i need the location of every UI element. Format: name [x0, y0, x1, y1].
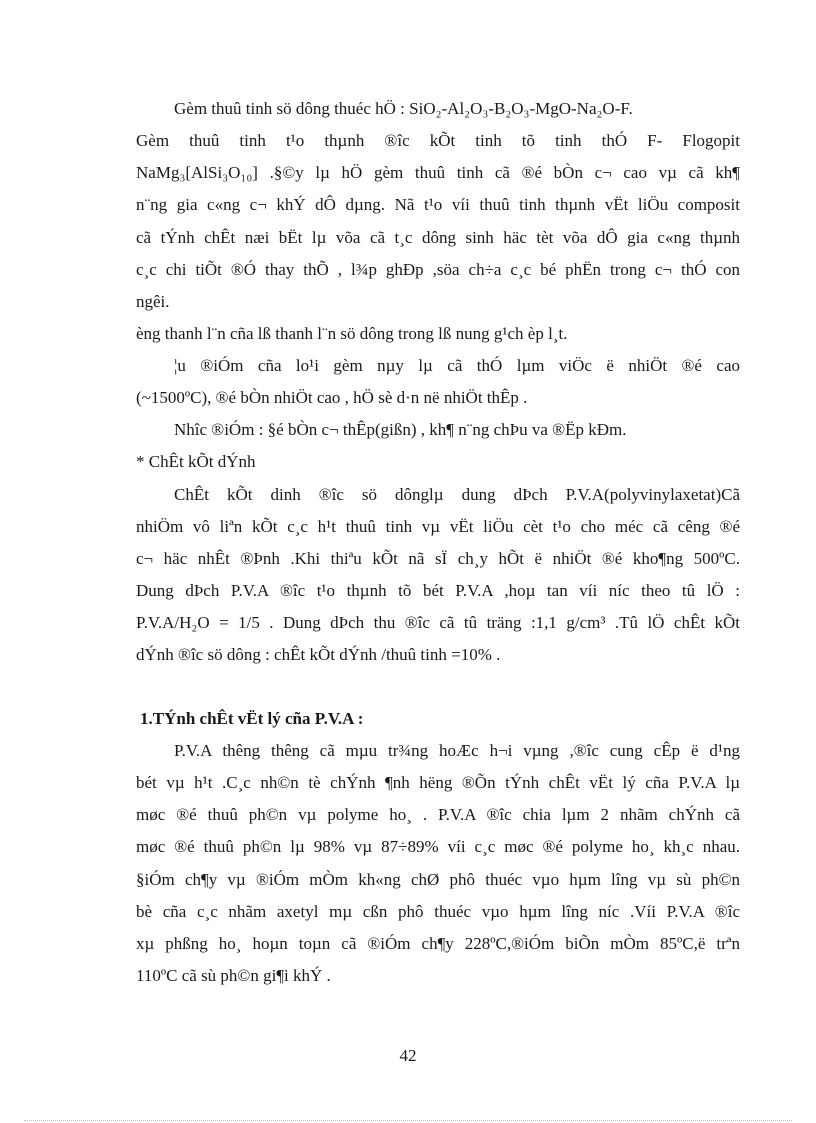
text-line: møc ®é thuû ph©n lµ 98% vµ 87÷89% víi c¸c møc ®é polyme ho¸ kh¸c nhau. — [136, 837, 740, 856]
text-line: ngêi. — [136, 292, 170, 311]
text-line: bè cña c¸c nhãm axetyl mµ cßn phô thuéc vµo hµm lîng níc .Víi P.V.A ®îc — [136, 902, 740, 921]
text-line: dÝnh ®îc sö dông : chÊt kÕt dÝnh /thuû tinh =10% . — [136, 645, 501, 664]
text-line: Dung dÞch P.V.A ®îc t¹o thµnh tõ bét P.V.A ,hoµ tan víi níc theo tû lÖ : — [136, 581, 740, 600]
text-line: P.V.A thêng thêng cã mµu tr¾ng hoÆc h¬i vµng ,®îc cung cÊp ë d¹ng — [174, 741, 740, 760]
text-line: ChÊt kÕt dinh ®îc sö dônglµ dung dÞch P.V.A(polyvinylaxetat)Cã — [174, 485, 740, 504]
text-line: Gèm thuû tinh t¹o thµnh ®îc kÕt tinh tõ tinh thÓ F- Flogopit — [136, 131, 740, 150]
text-line: c¬ häc nhÊt ®Þnh .Khi thiªu kÕt nã sÏ ch¸y hÕt ë nhiÖt ®é kho¶ng 500ºC. — [136, 549, 740, 568]
page-bottom-divider — [24, 1120, 792, 1121]
text-line: cã tÝnh chÊt næi bËt lµ võa cã t¸c dông sinh häc tèt võa dÔ gia c«ng thµnh — [136, 228, 740, 247]
text-line: (~1500ºC), ®é bÒn nhiÖt cao , hÖ sè d·n në nhiÖt thÊp . — [136, 388, 528, 407]
text-line: c¸c chi tiÕt ®Ó thay thÕ , l¾p ghÐp ,söa ch÷a c¸c bé phËn trong c¬ thÓ con — [136, 260, 740, 279]
text-line: xµ phßng ho¸ hoµn toµn cã ®iÓm ch¶y 228ºC,®iÓm biÕn mÒm 85ºC,ë trªn — [136, 934, 740, 953]
text-line: Nhîc ®iÓm : §é bÒn c¬ thÊp(gißn) , kh¶ n¨ng chÞu va ®Ëp kÐm. — [174, 420, 627, 439]
text-line: møc ®é thuû ph©n vµ polyme ho¸ . P.V.A ®îc chia lµm 2 nhãm chÝnh cã — [136, 805, 740, 824]
section-heading: 1.TÝnh chÊt vËt lý cña P.V.A : — [140, 709, 364, 728]
text-line: bét vµ h¹t .C¸c nh©n tè chÝnh ¶nh hëng ®Õn tÝnh chÊt vËt lý cña P.V.A lµ — [136, 773, 740, 792]
text-line: NaMg₃[AlSi₃O₁₀] .§©y lµ hÖ gèm thuû tinh cã ®é bÒn c¬ cao vµ cã kh¶ — [136, 163, 740, 182]
text-line: n¨ng gia c«ng c¬ khÝ dÔ dµng. Nã t¹o víi thuû tinh thµnh vËt liÖu composit — [136, 195, 740, 214]
text-line: èng thanh l¨n cña lß thanh l¨n sö dông trong lß nung g¹ch èp l¸t. — [136, 324, 568, 343]
text-line: 110ºC cã sù ph©n gi¶i khÝ . — [136, 966, 331, 985]
text-line: P.V.A/H₂O = 1/5 . Dung dÞch thu ®îc cã tû träng :1,1 g/cm³ .Tû lÖ chÊt kÕt — [136, 613, 740, 632]
text-line: ¦u ®iÓm cña lo¹i gèm nµy lµ cã thÓ lµm viÖc ë nhiÖt ®é cao — [174, 356, 740, 375]
page-number: 42 — [399, 1046, 417, 1065]
section-label: * ChÊt kÕt dÝnh — [136, 452, 256, 471]
text-line: §iÓm ch¶y vµ ®iÓm mÒm kh«ng chØ phô thuéc vµo hµm lîng vµ sù ph©n — [136, 870, 740, 889]
text-line: Gèm thuû tinh sö dông thuéc hÖ : SiO₂-Al₂O₃-B₂O₃-MgO-Na₂O-F. — [174, 99, 633, 118]
text-line: nhiÖm vô liªn kÕt c¸c h¹t thuû tinh vµ vËt liÖu cèt t¹o cho méc cã cêng ®é — [136, 517, 740, 536]
